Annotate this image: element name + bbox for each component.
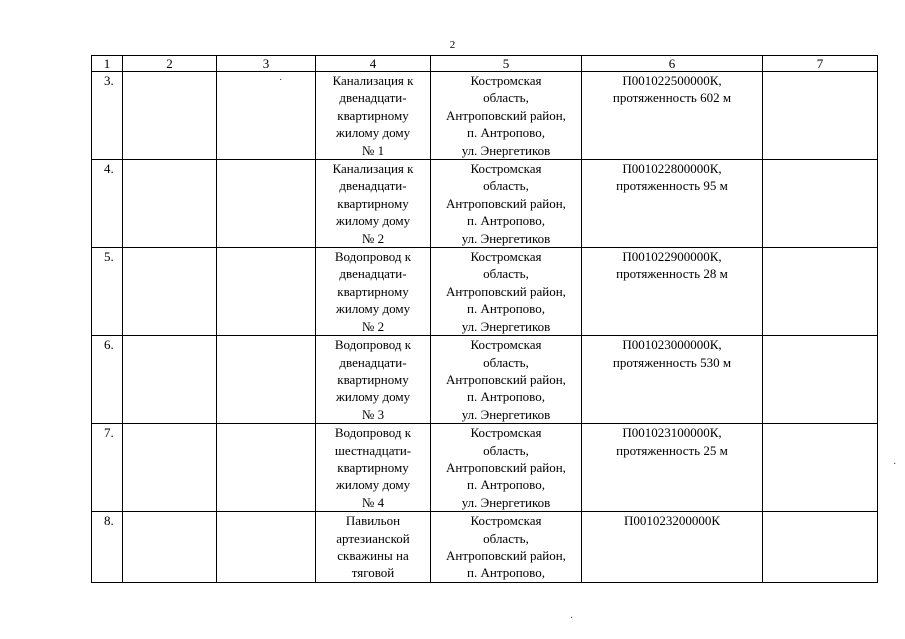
object-name-cell-line: Водопровод к bbox=[334, 337, 412, 353]
address-cell bbox=[431, 512, 582, 583]
registry-table bbox=[91, 55, 878, 583]
col-2-cell bbox=[123, 160, 217, 248]
address-cell bbox=[431, 248, 582, 336]
object-name-cell-line: скважины на bbox=[337, 547, 409, 563]
registry-details-cell bbox=[582, 512, 763, 583]
object-name-cell-line: Водопровод к bbox=[334, 425, 412, 441]
object-name-cell-line: № 4 bbox=[361, 494, 385, 510]
col-2-cell bbox=[123, 336, 217, 424]
object-name-cell-line: Канализация к bbox=[332, 161, 414, 177]
object-name-cell-line: жилому дому bbox=[335, 213, 411, 229]
registry-details-cell-line: протяженность 95 м bbox=[616, 178, 728, 194]
address-cell-line: Костромская bbox=[470, 73, 542, 88]
col-2-cell bbox=[123, 512, 217, 583]
object-name-cell-line: Водопровод к bbox=[334, 249, 412, 265]
address-cell-line: область, bbox=[483, 90, 529, 106]
scan-mark: · bbox=[570, 613, 574, 624]
row-number-cell: 5. bbox=[92, 248, 123, 336]
row-number-cell: 8. bbox=[92, 512, 123, 583]
scan-mark: · bbox=[279, 75, 283, 86]
registry-details-cell-line: П001023100000К, bbox=[622, 425, 722, 441]
registry-details-cell-line: протяженность 602 м bbox=[612, 90, 732, 106]
col-7-cell bbox=[763, 512, 878, 583]
registry-details-cell-line: П001022800000К, bbox=[622, 161, 722, 177]
col-2-cell bbox=[123, 248, 217, 336]
col-3-cell bbox=[217, 512, 316, 583]
col-7-cell bbox=[763, 336, 878, 424]
table-row bbox=[92, 160, 878, 248]
address-cell-line: ул. Энергетиков bbox=[461, 318, 551, 334]
registry-details-cell bbox=[582, 160, 763, 248]
header-col-1: 1 bbox=[92, 56, 123, 72]
address-cell-line: п. Антропово, bbox=[467, 213, 545, 229]
registry-details-cell bbox=[582, 424, 763, 512]
table-row bbox=[92, 336, 878, 424]
col-3-cell bbox=[217, 160, 316, 248]
object-name-cell-line: жилому дому bbox=[335, 477, 411, 493]
header-col-4: 4 bbox=[316, 56, 431, 72]
scan-mark: · bbox=[893, 459, 897, 470]
object-name-cell-line: артезианской bbox=[336, 530, 410, 546]
col-7-cell bbox=[763, 248, 878, 336]
registry-details-cell-line: П001023200000К bbox=[623, 513, 721, 529]
table-row bbox=[92, 72, 878, 160]
address-cell-line: ул. Энергетиков bbox=[461, 230, 551, 246]
table-row bbox=[92, 424, 878, 512]
object-name-cell-line: жилому дому bbox=[335, 125, 411, 141]
registry-details-cell-line: протяженность 25 м bbox=[616, 442, 728, 458]
object-name-cell-line: квартирному bbox=[337, 371, 409, 387]
object-name-cell-line: тяговой bbox=[351, 565, 395, 581]
object-name-cell bbox=[316, 336, 431, 424]
object-name-cell-line: Павильон bbox=[345, 513, 401, 529]
header-col-6: 6 bbox=[582, 56, 763, 72]
registry-details-cell-line: П001022900000К, bbox=[622, 249, 722, 265]
object-name-cell-line: № 3 bbox=[361, 406, 385, 422]
col-3-cell bbox=[217, 336, 316, 424]
address-cell-line: Костромская bbox=[470, 249, 542, 265]
address-cell-line: область, bbox=[483, 354, 529, 370]
object-name-cell-line: двенадцати- bbox=[339, 354, 407, 370]
address-cell-line: Антроповский район, bbox=[446, 547, 566, 563]
object-name-cell-line: квартирному bbox=[337, 459, 409, 475]
address-cell-line: область, bbox=[483, 266, 529, 282]
col-7-cell bbox=[763, 72, 878, 160]
registry-details-cell-line: протяженность 28 м bbox=[616, 266, 728, 282]
object-name-cell bbox=[316, 72, 431, 160]
address-cell-line: область, bbox=[483, 442, 529, 458]
address-cell-line: п. Антропово, bbox=[467, 389, 545, 405]
registry-details-cell bbox=[582, 336, 763, 424]
page-number: 2 bbox=[449, 39, 456, 51]
object-name-cell-line: жилому дому bbox=[335, 301, 411, 317]
row-number-cell: 7. bbox=[92, 424, 123, 512]
registry-details-cell bbox=[582, 248, 763, 336]
registry-details-cell-line: протяженность 530 м bbox=[612, 354, 732, 370]
registry-details-cell-line: П001022500000К, bbox=[622, 73, 722, 88]
object-name-cell-line: Канализация к bbox=[332, 73, 414, 88]
address-cell-line: область, bbox=[483, 530, 529, 546]
object-name-cell-line: двенадцати- bbox=[339, 90, 407, 106]
object-name-cell-line: № 1 bbox=[361, 142, 385, 158]
col-7-cell bbox=[763, 160, 878, 248]
object-name-cell-line: шестнадцати- bbox=[334, 442, 412, 458]
address-cell-line: Антроповский район, bbox=[446, 195, 566, 211]
object-name-cell-line: квартирному bbox=[337, 107, 409, 123]
table-row bbox=[92, 512, 878, 583]
object-name-cell bbox=[316, 512, 431, 583]
object-name-cell-line: квартирному bbox=[337, 195, 409, 211]
object-name-cell-line: № 2 bbox=[361, 230, 385, 246]
address-cell-line: ул. Энергетиков bbox=[461, 142, 551, 158]
registry-details-cell-line: П001023000000К, bbox=[622, 337, 722, 353]
object-name-cell bbox=[316, 248, 431, 336]
address-cell-line: Костромская bbox=[470, 513, 542, 529]
row-number-cell: 3. bbox=[92, 72, 123, 160]
address-cell-line: Костромская bbox=[470, 337, 542, 353]
address-cell-line: п. Антропово, bbox=[467, 477, 545, 493]
address-cell-line: Антроповский район, bbox=[446, 459, 566, 475]
address-cell-line: ул. Энергетиков bbox=[461, 494, 551, 510]
address-cell bbox=[431, 72, 582, 160]
object-name-cell-line: двенадцати- bbox=[339, 266, 407, 282]
address-cell bbox=[431, 336, 582, 424]
col-3-cell bbox=[217, 248, 316, 336]
header-col-3: 3 bbox=[217, 56, 316, 72]
table-body bbox=[92, 72, 878, 583]
header-col-7: 7 bbox=[763, 56, 878, 72]
address-cell-line: Антроповский район, bbox=[446, 371, 566, 387]
address-cell-line: Антроповский район, bbox=[446, 283, 566, 299]
registry-details-cell bbox=[582, 72, 763, 160]
header-col-2: 2 bbox=[123, 56, 217, 72]
col-7-cell bbox=[763, 424, 878, 512]
address-cell-line: п. Антропово, bbox=[467, 565, 545, 581]
col-2-cell bbox=[123, 72, 217, 160]
address-cell bbox=[431, 160, 582, 248]
object-name-cell-line: квартирному bbox=[337, 283, 409, 299]
col-3-cell bbox=[217, 72, 316, 160]
col-3-cell bbox=[217, 424, 316, 512]
header-row bbox=[92, 56, 878, 72]
address-cell-line: ул. Энергетиков bbox=[461, 406, 551, 422]
address-cell-line: Костромская bbox=[470, 425, 542, 441]
address-cell-line: п. Антропово, bbox=[467, 301, 545, 317]
address-cell-line: область, bbox=[483, 178, 529, 194]
address-cell-line: п. Антропово, bbox=[467, 125, 545, 141]
address-cell bbox=[431, 424, 582, 512]
object-name-cell-line: двенадцати- bbox=[339, 178, 407, 194]
table-row bbox=[92, 248, 878, 336]
address-cell-line: Костромская bbox=[470, 161, 542, 177]
object-name-cell-line: № 2 bbox=[361, 318, 385, 334]
object-name-cell-line: жилому дому bbox=[335, 389, 411, 405]
col-2-cell bbox=[123, 424, 217, 512]
address-cell-line: Антроповский район, bbox=[446, 107, 566, 123]
object-name-cell bbox=[316, 424, 431, 512]
object-name-cell bbox=[316, 160, 431, 248]
row-number-cell: 6. bbox=[92, 336, 123, 424]
header-col-5: 5 bbox=[431, 56, 582, 72]
row-number-cell: 4. bbox=[92, 160, 123, 248]
